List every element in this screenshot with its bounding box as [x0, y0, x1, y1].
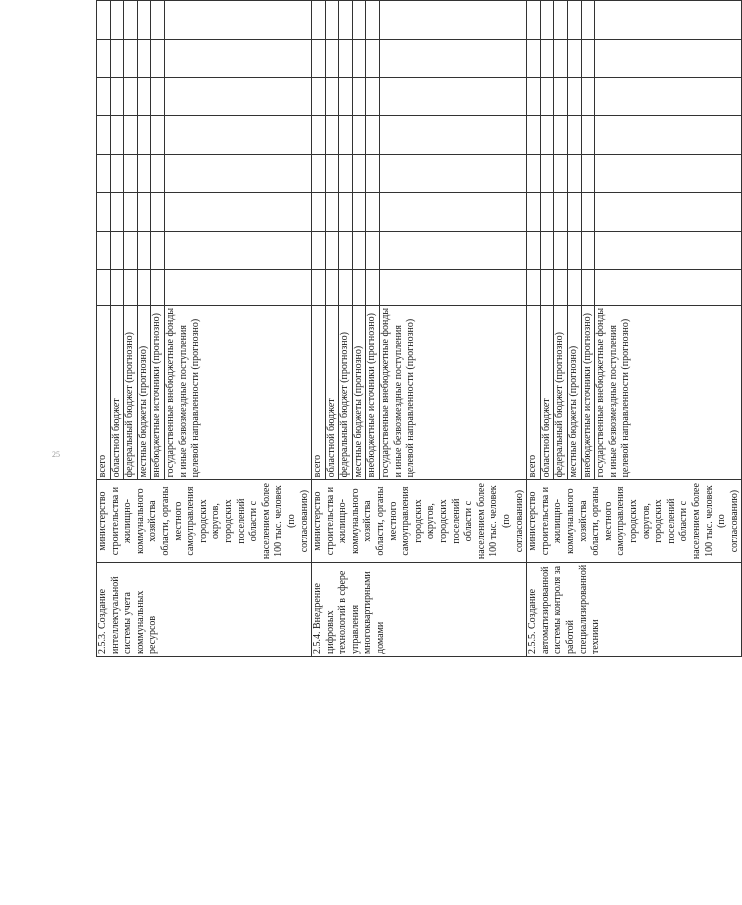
- funding-source: целевой направленности (прогнозно): [190, 318, 202, 478]
- funding-source: целевой направленности (прогнозно): [620, 318, 632, 478]
- value-cell: [527, 77, 742, 115]
- value-cell: [312, 39, 527, 77]
- funding-source: и иные безвозмездные поступления: [392, 325, 404, 478]
- funding-sources-cell: [527, 305, 742, 479]
- value-cell: [312, 1, 527, 40]
- funding-source-group: [595, 306, 633, 479]
- funding-source: областной бюджет: [541, 306, 555, 479]
- funding-sources-cell: [97, 305, 312, 479]
- measure-name: 2.5.3. Создание интеллектуальной системы учета коммунальных ресурсов: [97, 562, 312, 656]
- value-cell: [527, 39, 742, 77]
- value-cell: [97, 77, 312, 115]
- funding-source: государственные внебюджетные фонды: [164, 307, 176, 478]
- value-cell: [312, 270, 527, 306]
- funding-source: всего: [97, 306, 111, 479]
- value-cell: [527, 1, 742, 40]
- executor-cell: министерство строительства и жилищно-коммунального хозяйства области, органы местного самоуправления городских округов, городских поселений области с населением более 100 тыс. человек (по согласованию): [312, 480, 527, 563]
- funding-source: государственные внебюджетные фонды: [595, 307, 607, 478]
- value-cell: [312, 77, 527, 115]
- funding-source: внебюджетные источники (прогнозно): [366, 306, 380, 479]
- value-cell: [97, 270, 312, 306]
- margin-mark: 25: [52, 450, 60, 459]
- value-cell: [527, 154, 742, 192]
- funding-source: внебюджетные источники (прогнозно): [582, 306, 596, 479]
- funding-source: местные бюджеты (прогнозно): [353, 306, 367, 479]
- value-cell: [312, 154, 527, 192]
- value-cell: [97, 193, 312, 231]
- table-row: [97, 1, 312, 657]
- value-cell: [527, 270, 742, 306]
- funding-source-group: [165, 306, 203, 479]
- funding-source: и иные безвозмездные поступления: [177, 325, 189, 478]
- funding-source: областной бюджет: [111, 306, 125, 479]
- value-cell: [97, 39, 312, 77]
- value-cell: [97, 1, 312, 40]
- value-cell: [97, 154, 312, 192]
- value-cell: [312, 116, 527, 154]
- measure-name: 2.5.4. Внедрение цифровых технологий в сфере управления многоквартирными домами: [312, 562, 527, 656]
- value-cell: [527, 116, 742, 154]
- funding-source: местные бюджеты (прогнозно): [138, 306, 152, 479]
- funding-source: федеральный бюджет (прогнозно): [339, 306, 353, 479]
- funding-source: областной бюджет: [326, 306, 340, 479]
- value-cell: [97, 231, 312, 269]
- value-cell: [312, 231, 527, 269]
- funding-sources-cell: [312, 305, 527, 479]
- value-cell: [97, 116, 312, 154]
- funding-source: внебюджетные источники (прогнозно): [151, 306, 165, 479]
- funding-source: всего: [527, 306, 541, 479]
- funding-source: всего: [312, 306, 326, 479]
- funding-source: федеральный бюджет (прогнозно): [554, 306, 568, 479]
- executor-cell: министерство строительства и жилищно-коммунального хозяйства области, органы местного самоуправления городских округов, городских поселений области с населением более 100 тыс. человек (по согласованию): [527, 480, 742, 563]
- funding-source: целевой направленности (прогнозно): [405, 318, 417, 478]
- funding-source: государственные внебюджетные фонды: [380, 307, 392, 478]
- value-cell: [312, 193, 527, 231]
- executor-cell: министерство строительства и жилищно-коммунального хозяйства области, органы местного самоуправления городских округов, городских поселений области с населением более 100 тыс. человек (по согласованию): [97, 480, 312, 563]
- budget-table: [96, 0, 742, 657]
- value-cell: [527, 231, 742, 269]
- funding-source: и иные безвозмездные поступления: [607, 325, 619, 478]
- table-row: [312, 1, 527, 657]
- funding-source: местные бюджеты (прогнозно): [568, 306, 582, 479]
- funding-source-group: [380, 306, 418, 479]
- funding-source: федеральный бюджет (прогнозно): [124, 306, 138, 479]
- value-cell: [527, 193, 742, 231]
- table-row: [527, 1, 742, 657]
- measure-name: 2.5.5. Создание автоматизированной системы контроля за работой специализированной техники: [527, 562, 742, 656]
